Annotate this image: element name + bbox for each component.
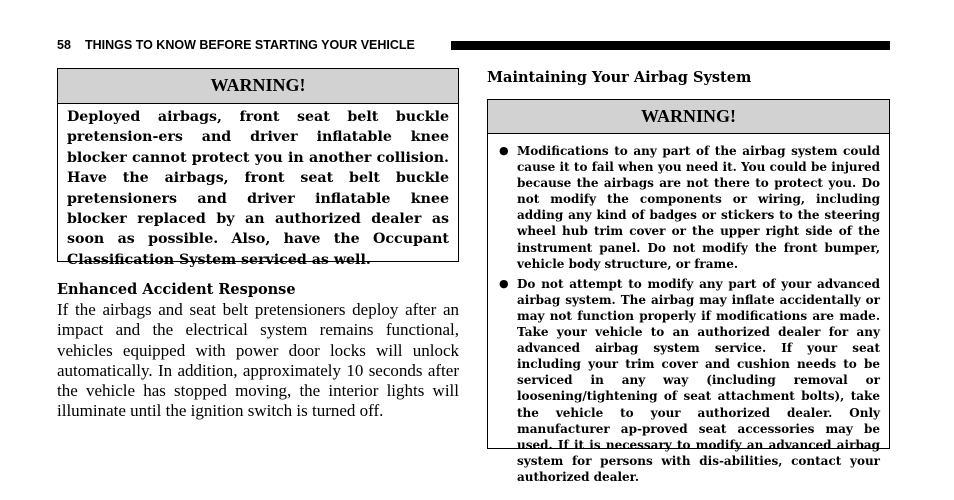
header-rule: [451, 41, 890, 50]
enhanced-accident-response-heading: Enhanced Accident Response: [57, 281, 296, 298]
maintaining-airbag-system-heading: Maintaining Your Airbag System: [487, 69, 752, 86]
list-item-text: Do not attempt to modify any part of your advanced airbag system. The airbag may inflate accidentally or may not function properly if modifications are made. Take your vehicle to an authorized dealer for any advanced airbag system service. If your seat including your trim cover and cushion needs to be serviced in any way (including removal or loosening/tightening of seat attachment bolts), take the vehicle to your authorized dealer. Only manufacturer ap-proved seat accessories may be used. If it is necessary to modify an advanced airbag system for persons with dis-abilities, contact your authorized dealer.: [517, 276, 880, 484]
bullet-icon: ●: [499, 276, 509, 290]
warning-list: [488, 134, 889, 485]
warning-text: Deployed airbags, front seat belt buckle pretension-ers and driver inflatable knee blocker cannot protect you in another collision. Have the airbags, front seat belt buckle pretensioners and driver inflatable knee blocker replaced by an authorized dealer as soon as possible. Also, have the Occupant Classification System serviced as well.: [67, 109, 449, 268]
bullet-icon: ●: [499, 144, 509, 157]
warning-title: WARNING!: [58, 69, 458, 104]
list-item: [499, 276, 880, 485]
deployed-airbags-warning-box: [57, 68, 459, 268]
page-number: 58: [57, 38, 71, 52]
list-item-text: Modifications to any part of the airbag system could cause it to fail when you need it. You could be injured because the airbags are not there to protect you. Do not modify the components or wiring, including adding any kind of badges or stickers to the steering wheel hub trim cover or the upper right side of the instrument panel. Do not modify the front bumper, vehicle body structure, or frame.: [517, 144, 880, 271]
enhanced-accident-response-text: If the airbags and seat belt pretensioners deploy after an impact and the electrical system remains functional, vehicles equipped with power door locks will unlock automatically. In addition, approximately 10 seconds after the vehicle has stopped moving, the interior lights will illuminate until the ignition switch is turned off.: [57, 300, 459, 421]
airbag-modification-warning-box: [487, 99, 890, 484]
page-header: [57, 37, 890, 55]
warning-title: WARNING!: [488, 100, 889, 134]
list-item: [499, 143, 880, 272]
chapter-title: THINGS TO KNOW BEFORE STARTING YOUR VEHICLE: [85, 38, 415, 52]
